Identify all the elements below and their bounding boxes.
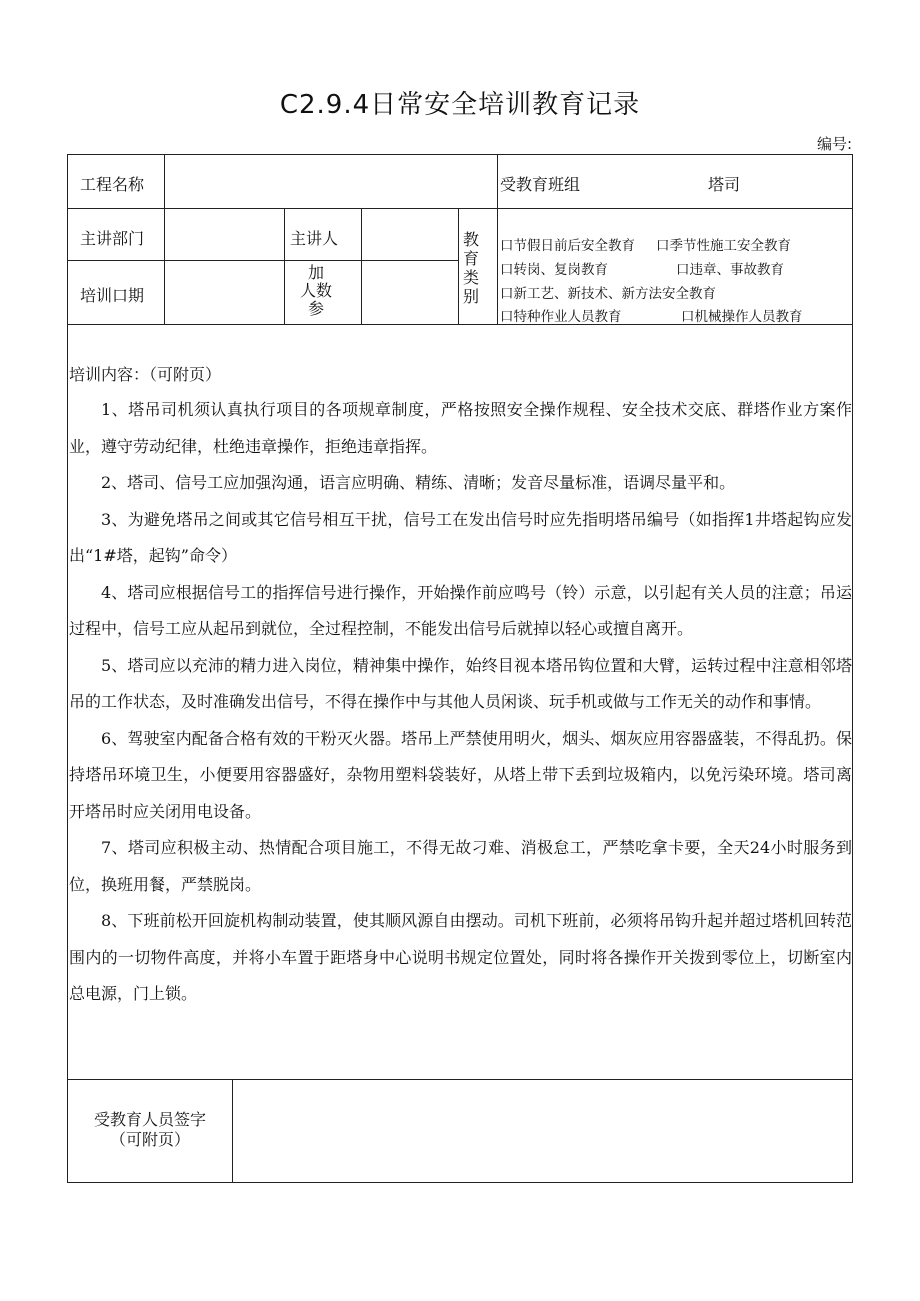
signature-label-block xyxy=(68,1110,232,1150)
category-option-transfer[interactable]: 口转岗、复岗教育 xyxy=(500,262,608,278)
speaker-label: 主讲人 xyxy=(290,229,339,248)
row-divider xyxy=(67,260,459,261)
training-content xyxy=(69,360,852,1013)
content-paragraph: 1、塔吊司机须认真执行项目的各项规章制度，严格按照安全操作规程、安全技术交底、群塔作业方案作业，遵守劳动纪律，杜绝违章操作，拒绝违章指挥。 xyxy=(69,400,852,456)
content-paragraph: 8、下班前松开回旋机构制动装置，使其顺风源自由摆动。司机下班前，必须将吊钩升起并超过塔机回转范围内的一切物件高度，并将小车置于距塔身中心说明书规定位置处，同时将各操作开关拨到零位上，切断室内总电源，门上锁。 xyxy=(69,911,852,1003)
signature-sublabel: （可附页） xyxy=(109,1130,190,1149)
content-paragraph: 6、驾驶室内配备合格有效的干粉灭火器。塔吊上严禁使用明火，烟头、烟灰应用容器盛装，不得乱扔。保持塔吊环境卫生，小便要用容器盛好，杂物用塑料袋装好，从塔上带下丢到垃圾箱内，以免污染环境。塔司离开塔吊时应关闭用电设备。 xyxy=(69,728,852,821)
signature-area[interactable] xyxy=(240,1090,845,1174)
category-label-char: 育 xyxy=(462,249,479,268)
participants-label-line: 人数 xyxy=(299,281,332,300)
category-option-violation[interactable]: 口违章、事故教育 xyxy=(676,262,784,278)
date-label: 培训口期 xyxy=(80,286,145,305)
category-option-seasonal[interactable]: 口季节性施工安全教育 xyxy=(656,238,791,254)
class-group-label: 受教育班组 xyxy=(500,175,581,194)
category-label-char: 别 xyxy=(462,287,479,306)
participants-label-line: 加 xyxy=(307,263,324,282)
content-paragraph: 5、塔司应以充沛的精力进入岗位，精神集中操作，始终目视本塔吊钩位置和大臂，运转过程中注意相邻塔吊的工作状态，及时准确发出信号，不得在操作中与其他人员闲谈、玩手机或做与工作无关的动作和事情。 xyxy=(69,655,852,711)
category-option-special-ops[interactable]: 口特种作业人员教育 xyxy=(500,309,622,325)
col-divider xyxy=(361,208,362,325)
dept-label: 主讲部门 xyxy=(80,229,145,248)
border-right xyxy=(852,154,853,1183)
content-paragraph: 4、塔司应根据信号工的指挥信号进行操作，开始操作前应鸣号（铃）示意，以引起有关人员的注意；吊运过程中，信号工应从起吊到就位，全过程控制，不能发出信号后就掉以轻心或擅自离开。 xyxy=(69,582,852,638)
border-bottom xyxy=(67,1182,853,1183)
col-divider xyxy=(164,154,165,325)
content-paragraph: 2、塔司、信号工应加强沟通，语言应明确、精练、清晰；发音尽量标准，语调尽量平和。 xyxy=(101,473,736,492)
category-label xyxy=(461,230,481,306)
col-divider xyxy=(497,154,498,325)
content-paragraph: 7、塔司应积极主动、热情配合项目施工，不得无故刁难、消极怠工，严禁吃拿卡要，全天24小时服务到位，换班用餐，严禁脱岗。 xyxy=(69,838,852,894)
content-paragraph: 3、为避免塔吊之间或其它信号相互干扰，信号工在发出信号时应先指明塔吊编号（如指挥1井塔起钩应发出“1#塔，起钩”命令） xyxy=(69,509,852,565)
category-label-char: 教 xyxy=(462,230,479,249)
signature-label: 受教育人员签字 xyxy=(93,1110,206,1129)
serial-number-label: 编号: xyxy=(816,135,852,153)
page-title: C2.9.4日常安全培训教育记录 xyxy=(279,90,641,120)
project-name-label: 工程名称 xyxy=(80,175,145,194)
class-group-value[interactable]: 塔司 xyxy=(708,175,741,194)
category-option-new-tech[interactable]: 口新工艺、新技术、新方法安全教育 xyxy=(500,286,716,302)
row-divider xyxy=(67,1079,853,1080)
participants-label xyxy=(289,264,343,318)
border-left xyxy=(67,154,68,1183)
category-label-char: 类 xyxy=(462,268,479,287)
training-content-label: 培训内容：（可附页） xyxy=(69,365,222,384)
border-top xyxy=(67,154,853,155)
col-divider xyxy=(284,208,285,325)
category-option-holiday[interactable]: 口节假日前后安全教育 xyxy=(500,238,635,254)
row-divider xyxy=(67,208,853,209)
category-option-machine-ops[interactable]: 口机械操作人员教育 xyxy=(681,309,803,325)
col-divider xyxy=(458,208,459,325)
col-divider xyxy=(232,1079,233,1183)
participants-label-line: 参 xyxy=(307,299,324,318)
